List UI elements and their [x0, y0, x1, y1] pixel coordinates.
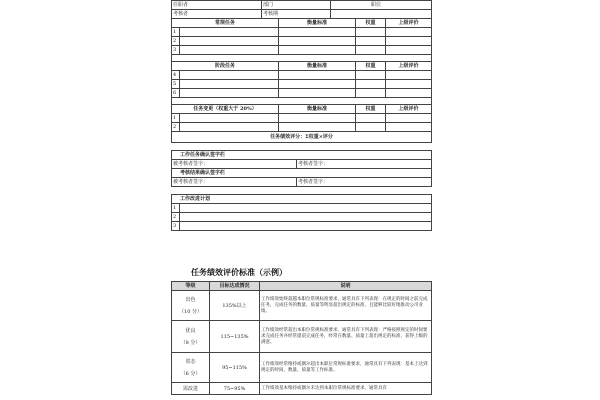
grade-cell: [172, 353, 210, 383]
standards-table: [171, 281, 432, 395]
rating-input[interactable]: [386, 28, 432, 37]
rate-cell: 135%以上: [210, 291, 260, 321]
rate-cell: 75~95%: [210, 383, 260, 395]
grade-score: （6 分）: [180, 370, 201, 377]
grade-cell: [172, 291, 210, 321]
weight-input[interactable]: [356, 28, 386, 37]
task-input[interactable]: [180, 114, 279, 123]
grade-cell: [172, 321, 210, 353]
change-title: 任务变更（权重大于 20%）: [172, 105, 279, 114]
rating-input[interactable]: [386, 123, 432, 132]
desc-cell: 工作绩效经常超出本职位常规标准要求，通常具有下列表现：严格按照规定的时间要求完成任务并经常提前完成任务，经常在数量、质量上超出规定的标准，获得上级的满意。: [260, 321, 432, 353]
task-input[interactable]: [180, 89, 279, 98]
desc-cell: 工作绩效始终超越本职位常规标准要求，通常具有下列表现：在规定的时间之前完成任务，完成任务的数量、质量等明显超出规定的标准，且能够比较好地推动公司业绩。: [260, 291, 432, 321]
weight-input[interactable]: [356, 46, 386, 55]
confirm-table: [171, 150, 432, 187]
row-number: 2: [172, 123, 180, 132]
routine-weight: 权重: [356, 19, 386, 28]
standard-input[interactable]: [279, 89, 356, 98]
score-formula: 任务绩效评分：Σ权重×评分: [172, 132, 432, 143]
confirm-reviewee-sign[interactable]: 被考核者签字：: [172, 160, 297, 169]
appraisal-form: [171, 0, 431, 400]
spacer-row: [172, 55, 432, 62]
stage-standard: 衡量标准: [279, 62, 356, 71]
grade-score: （10 分）: [179, 308, 202, 315]
row-number: 2: [172, 37, 180, 46]
plan-input[interactable]: [180, 222, 432, 231]
improve-table: [171, 194, 432, 231]
grade-name: 常态: [185, 358, 196, 365]
period-label: 考核期: [262, 10, 331, 19]
grade-score: （8 分）: [180, 339, 201, 346]
weight-input[interactable]: [356, 123, 386, 132]
change-superior: 上级评价: [386, 105, 432, 114]
standard-input[interactable]: [279, 114, 356, 123]
row-number: 1: [172, 28, 180, 37]
task-input[interactable]: [180, 80, 279, 89]
desc-header: 说明: [260, 282, 432, 291]
standard-input[interactable]: [279, 123, 356, 132]
rating-input[interactable]: [386, 71, 432, 80]
standard-input[interactable]: [279, 46, 356, 55]
plan-input[interactable]: [180, 213, 432, 222]
standard-input[interactable]: [279, 71, 356, 80]
reviewer-label: 考核者: [172, 10, 262, 19]
result-reviewer-sign[interactable]: 考核者签字：: [297, 178, 432, 187]
routine-superior: 上级评价: [386, 19, 432, 28]
stage-title: 阶段任务: [172, 62, 279, 71]
rating-input[interactable]: [386, 80, 432, 89]
row-number: 3: [172, 222, 180, 231]
plan-input[interactable]: [180, 204, 432, 213]
blank-cell: [331, 10, 432, 19]
grade-name: 优良: [185, 327, 196, 334]
standard-input[interactable]: [279, 28, 356, 37]
row-number: 1: [172, 114, 180, 123]
weight-input[interactable]: [356, 80, 386, 89]
grade-cell: [172, 383, 210, 395]
desc-cell: 工作绩效经常维持或偶尔超出本职位常规标准要求，通常具有下列表现：基本上达到规定的时间、数量、质量等工作标准。: [260, 353, 432, 383]
routine-standard: 衡量标准: [279, 19, 356, 28]
department-label: 部门: [262, 1, 331, 10]
task-table: [171, 0, 432, 143]
row-number: 4: [172, 71, 180, 80]
rating-input[interactable]: [386, 114, 432, 123]
weight-input[interactable]: [356, 114, 386, 123]
rate-header: 目标达成情况: [210, 282, 260, 291]
task-input[interactable]: [180, 71, 279, 80]
row-number: 1: [172, 204, 180, 213]
rate-cell: 115~135%: [210, 321, 260, 353]
rate-cell: 95~115%: [210, 353, 260, 383]
desc-cell: 工作绩效基本维持或偶尔未达到本职位常规标准要求，通常具有: [260, 383, 432, 395]
weight-input[interactable]: [356, 89, 386, 98]
change-weight: 权重: [356, 105, 386, 114]
employee-label: 任职者: [172, 1, 262, 10]
task-input[interactable]: [180, 28, 279, 37]
spacer-row: [172, 98, 432, 105]
standards-title: 任务绩效评价标准（示例）: [191, 268, 287, 277]
standard-input[interactable]: [279, 37, 356, 46]
stage-weight: 权重: [356, 62, 386, 71]
grade-name: 出色: [185, 296, 196, 303]
result-title: 考核结果确认签字栏: [172, 169, 432, 178]
grade-name: 需改进: [182, 385, 198, 392]
confirm-reviewer-sign[interactable]: 考核者签字：: [297, 160, 432, 169]
rating-input[interactable]: [386, 46, 432, 55]
row-number: 3: [172, 46, 180, 55]
weight-input[interactable]: [356, 71, 386, 80]
improve-title: 工作改进计划: [172, 195, 432, 204]
row-number: 5: [172, 80, 180, 89]
confirm-title: 工作任务确认签字栏: [172, 151, 432, 160]
rating-input[interactable]: [386, 37, 432, 46]
task-input[interactable]: [180, 123, 279, 132]
task-input[interactable]: [180, 46, 279, 55]
grade-header: 等级: [172, 282, 210, 291]
standard-input[interactable]: [279, 80, 356, 89]
row-number: 6: [172, 89, 180, 98]
stage-superior: 上级评价: [386, 62, 432, 71]
rating-input[interactable]: [386, 89, 432, 98]
change-standard: 衡量标准: [279, 105, 356, 114]
weight-input[interactable]: [356, 37, 386, 46]
row-number: 2: [172, 213, 180, 222]
routine-title: 常规任务: [172, 19, 279, 28]
task-input[interactable]: [180, 37, 279, 46]
position-label: 职位: [331, 1, 432, 10]
result-reviewee-sign[interactable]: 被考核者签字：: [172, 178, 297, 187]
